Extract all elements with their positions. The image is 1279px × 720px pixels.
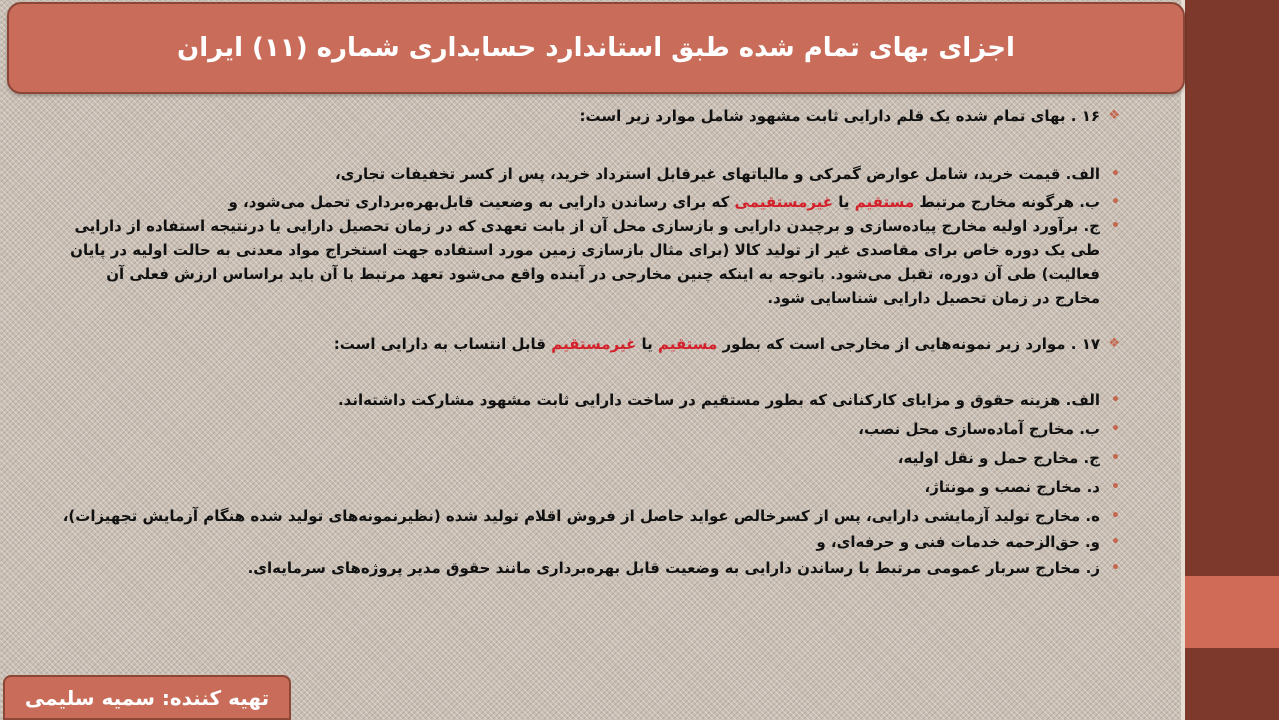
- list-item: • ه. مخارج تولید آزمایشی دارایی، پس از کسرخالص عواید حاصل از فروش اقلام تولید شده (نظیرنمونه‌های تولید شده هنگام آزمایش تجهیزات)،: [60, 504, 1120, 528]
- dot-bullet-icon: •: [1111, 508, 1120, 524]
- dot-bullet-icon: •: [1111, 560, 1120, 576]
- highlight-indirect: غیرمستقیم: [551, 335, 637, 353]
- list-item: • الف. هزینه حقوق و مزایای کارکنانی که بطور مستقیم در ساخت دارایی ثابت مشهود مشارکت داشته‌اند.: [60, 388, 1120, 412]
- diamond-bullet-icon: ❖: [1108, 336, 1120, 351]
- author-banner: [3, 675, 291, 720]
- list-item: • ب. هرگونه مخارج مرتبط مستقیم یا غیرمستقیمی که برای رساندن دارایی به وضعیت قابل‌بهره‌برداری تحمل می‌شود، و: [60, 190, 1120, 214]
- section-16-heading: ❖ ۱۶ . بهای تمام شده یک قلم دارایی ثابت مشهود شامل موارد زیر است:: [60, 104, 1120, 128]
- list-item: • ز. مخارج سربار عمومی مرتبط با رساندن دارایی به وضعیت قابل بهره‌برداری مانند حقوق مدیر پروژه‌های سرمایه‌ای.: [60, 556, 1120, 580]
- list-item: • ج. مخارج حمل و نقل اولیه،: [60, 446, 1120, 470]
- dot-bullet-icon: •: [1111, 534, 1120, 550]
- list-item: • د. مخارج نصب و مونتاژ،: [60, 475, 1120, 499]
- dot-bullet-icon: •: [1111, 392, 1120, 408]
- dot-bullet-icon: •: [1111, 218, 1120, 234]
- section-17-heading: ❖ ۱۷ . موارد زیر نمونه‌هایی از مخارجی است که بطور مستقیم یا غیرمستقیم قابل انتساب به دارایی است:: [60, 332, 1120, 356]
- highlight-indirect: غیرمستقیمی: [734, 193, 834, 211]
- dot-bullet-icon: •: [1111, 450, 1120, 466]
- list-item: • الف. قیمت خرید، شامل عوارض گمرکی و مالیاتهای غیرقابل استرداد خرید، پس از کسر تخفیفات تجاری،: [60, 162, 1120, 186]
- highlight-direct: مستقیم: [657, 335, 718, 353]
- slide-edge: [1181, 0, 1185, 720]
- dot-bullet-icon: •: [1111, 479, 1120, 495]
- right-accent-block: [1185, 576, 1279, 648]
- dot-bullet-icon: •: [1111, 421, 1120, 437]
- dot-bullet-icon: •: [1111, 166, 1120, 182]
- dot-bullet-icon: •: [1111, 194, 1120, 210]
- slide-title: اجزای بهای تمام شده طبق استاندارد حسابداری شماره (۱۱) ایران: [177, 33, 1015, 63]
- diamond-bullet-icon: ❖: [1108, 108, 1120, 123]
- list-item: • ج. برآورد اولیه مخارج پیاده‌سازی و برچیدن دارایی و بازسازی محل آن از بابت تعهدی که در زمان تحصیل دارایی یا درنتیجه استفاده از دارایی طی یک دوره خاص برای مقاصدی غیر از تولید کالا (برای مثال بازسازی زمین مورد استفاده جهت استخراج مواد معدنی به حالت اولیه در پایان فعالیت) طی آن دوره، تقبل می‌شود. باتوجه به اینکه چنین مخارجی در آینده واقع می‌شود تعهد مرتبط با آن باید براساس ارزش فعلی آن مخارج در زمان تحصیل دارایی شناسایی شود.: [60, 214, 1120, 310]
- list-item: • و. حق‌الزحمه خدمات فنی و حرفه‌ای، و: [60, 530, 1120, 554]
- author-label: تهیه کننده: سمیه سلیمی: [24, 685, 270, 710]
- list-item: • ب. مخارج آماده‌سازی محل نصب،: [60, 417, 1120, 441]
- title-banner: [7, 2, 1185, 94]
- highlight-direct: مستقیم: [854, 193, 915, 211]
- slide-content: [60, 100, 1120, 660]
